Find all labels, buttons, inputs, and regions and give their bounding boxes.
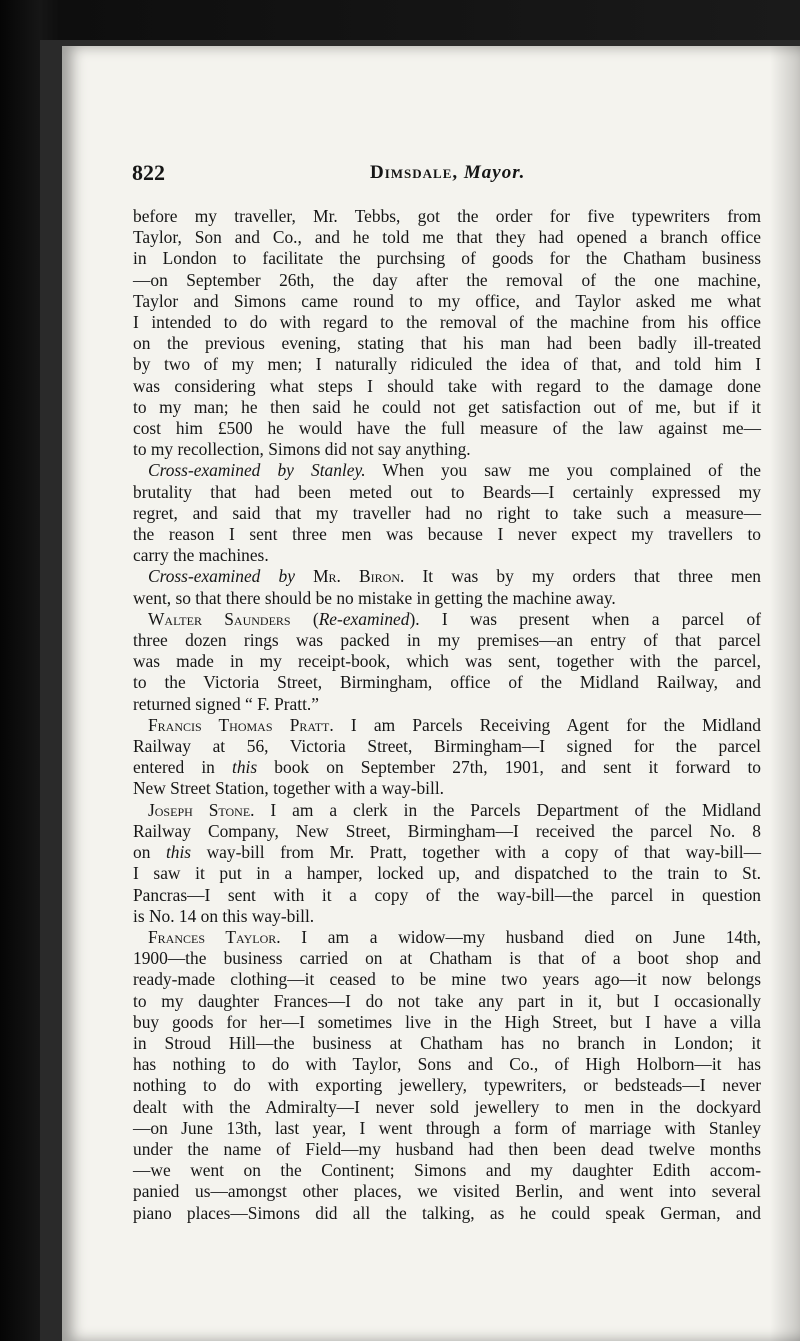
text-line: Walter Saunders (Re-examined). I was present when a parcel of	[148, 608, 761, 629]
text-line: —on September 26th, the day after the removal of the one machine,	[133, 269, 761, 290]
text-line: piano places—Simons did all the talking, as he could speak German, and	[133, 1202, 761, 1223]
text-line	[133, 566, 761, 587]
running-head	[132, 160, 756, 190]
header-name: Dimsdale,	[370, 162, 459, 183]
text-line: three dozen rings was packed in my premises—an entry of that parcel	[133, 630, 761, 651]
text-fragment: book on September 27th, 1901, and sent it forward to	[257, 757, 761, 778]
text-fragment: . It was by my orders that three men	[399, 566, 761, 587]
examination-heading: Cross-examined by	[148, 566, 295, 587]
text-line: regret, and said that my traveller had no right to take such a measure—	[133, 502, 761, 523]
text-line: —on June 13th, last year, I went through a form of marriage with Stanley	[133, 1117, 761, 1138]
text-line: New Street Station, together with a way-bill.	[133, 778, 445, 799]
text-line	[133, 800, 761, 821]
text-line: is No. 14 on this way-bill.	[133, 905, 315, 926]
text-line: to my recollection, Simons did not say anything.	[133, 439, 471, 460]
text-line: Taylor, Son and Co., and he told me that they had opened a branch office	[133, 227, 761, 248]
text-line: Taylor and Simons came round to my office, and Taylor asked me what	[133, 290, 761, 311]
examination-heading: Cross-examined by Stanley.	[148, 460, 366, 481]
text-line: 1900—the business carried on at Chatham is that of a boot shop and	[133, 948, 761, 969]
text-line: to my daughter Frances—I do not take any part in it, but I occasionally	[133, 990, 761, 1011]
text-line	[133, 460, 761, 481]
text-line: dealt with the Admiralty—I never sold jewellery to men in the dockyard	[133, 1096, 761, 1117]
page-number: 822	[132, 160, 165, 185]
text-line: to my man; he then said he could not get satisfaction out of me, but if it	[133, 396, 761, 417]
examination-heading: Re-examined	[318, 608, 410, 629]
witness-name: Joseph Stone	[148, 799, 251, 820]
text-fragment: . I am a widow—my husband died on June 14th,	[276, 926, 761, 947]
text-line: I intended to do with regard to the removal of the machine from his office	[133, 312, 761, 333]
text-line	[133, 927, 761, 948]
text-fragment: When you saw me you complained of the	[365, 460, 761, 481]
text-line: Pancras—I sent with it a copy of the way-bill—the parcel in question	[133, 884, 761, 905]
text-line: carry the machines.	[133, 545, 269, 566]
text-fragment: ). I was present when a parcel of	[409, 608, 761, 629]
text-fragment: entered in	[133, 757, 233, 778]
text-line	[133, 715, 761, 736]
header-office: Mayor.	[463, 162, 526, 183]
text-line: in Stroud Hill—the business at Chatham has no branch in London; it	[133, 1032, 761, 1053]
text-fragment: way-bill from Mr. Pratt, together with a copy of that way-bill—	[191, 842, 761, 863]
text-line: nothing to do with exporting jewellery, typewriters, or bedsteads—I never	[133, 1075, 761, 1096]
text-line: —we went on the Continent; Simons and my daughter Edith accom-	[133, 1160, 761, 1181]
text-line: to the Victoria Street, Birmingham, office of the Midland Railway, and	[133, 672, 761, 693]
text-line: Railway at 56, Victoria Street, Birmingham—I signed for the parcel	[133, 736, 761, 757]
text-line: by two of my men; I naturally ridiculed the idea of that, and told him I	[133, 354, 761, 375]
witness-name: Walter Saunders	[148, 608, 291, 629]
counsel-name: Mr. Biron	[313, 566, 400, 587]
text-line: went, so that there should be no mistake in getting the machine away.	[133, 587, 616, 608]
text-line: was considering what steps I should take with regard to the damage done	[133, 375, 761, 396]
text-line: returned signed “ F. Pratt.”	[133, 693, 319, 714]
header-title	[370, 162, 525, 184]
text-line: I saw it put in a hamper, locked up, and dispatched to the train to St.	[133, 863, 761, 884]
witness-name: Frances Taylor	[148, 926, 277, 947]
text-fragment: . I am Parcels Receiving Agent for the Midland	[329, 714, 762, 735]
text-fragment: . I am a clerk in the Parcels Department of the Midland	[250, 799, 761, 820]
emphasis: this	[165, 842, 192, 863]
text-line: under the name of Field—my husband had then been dead twelve months	[133, 1138, 761, 1159]
text-line: ready-made clothing—it ceased to be mine two years ago—it now belongs	[133, 969, 761, 990]
witness-name: Francis Thomas Pratt	[148, 714, 330, 735]
text-line: cost him £500 he would have the full measure of the law against me—	[133, 418, 761, 439]
text-line: brutality that had been meted out to Beards—I certainly expressed my	[133, 481, 761, 502]
text-line: buy goods for her—I sometimes live in the High Street, but I have a villa	[133, 1011, 761, 1032]
text-line: has nothing to do with Taylor, Sons and Co., of High Holborn—it has	[133, 1054, 761, 1075]
text-line: before my traveller, Mr. Tebbs, got the order for five typewriters from	[133, 206, 761, 226]
text-line: in London to facilitate the purchsing of goods for the Chatham business	[133, 248, 761, 269]
text-line: the reason I sent three men was because I never expect my travellers to	[133, 524, 761, 545]
page-edge-shadow	[770, 46, 800, 1341]
text-line: was made in my receipt-book, which was sent, together with the parcel,	[133, 651, 761, 672]
text-fragment: on	[133, 842, 166, 863]
text-line: panied us—amongst other places, we visited Berlin, and went into several	[133, 1181, 761, 1202]
text-line	[133, 842, 761, 863]
body-text	[133, 206, 761, 1224]
text-line: Railway Company, New Street, Birmingham—I received the parcel No. 8	[133, 820, 761, 841]
emphasis: this	[232, 757, 258, 778]
text-line	[133, 757, 761, 778]
text-line: on the previous evening, stating that his man had been badly ill-treated	[133, 333, 761, 354]
